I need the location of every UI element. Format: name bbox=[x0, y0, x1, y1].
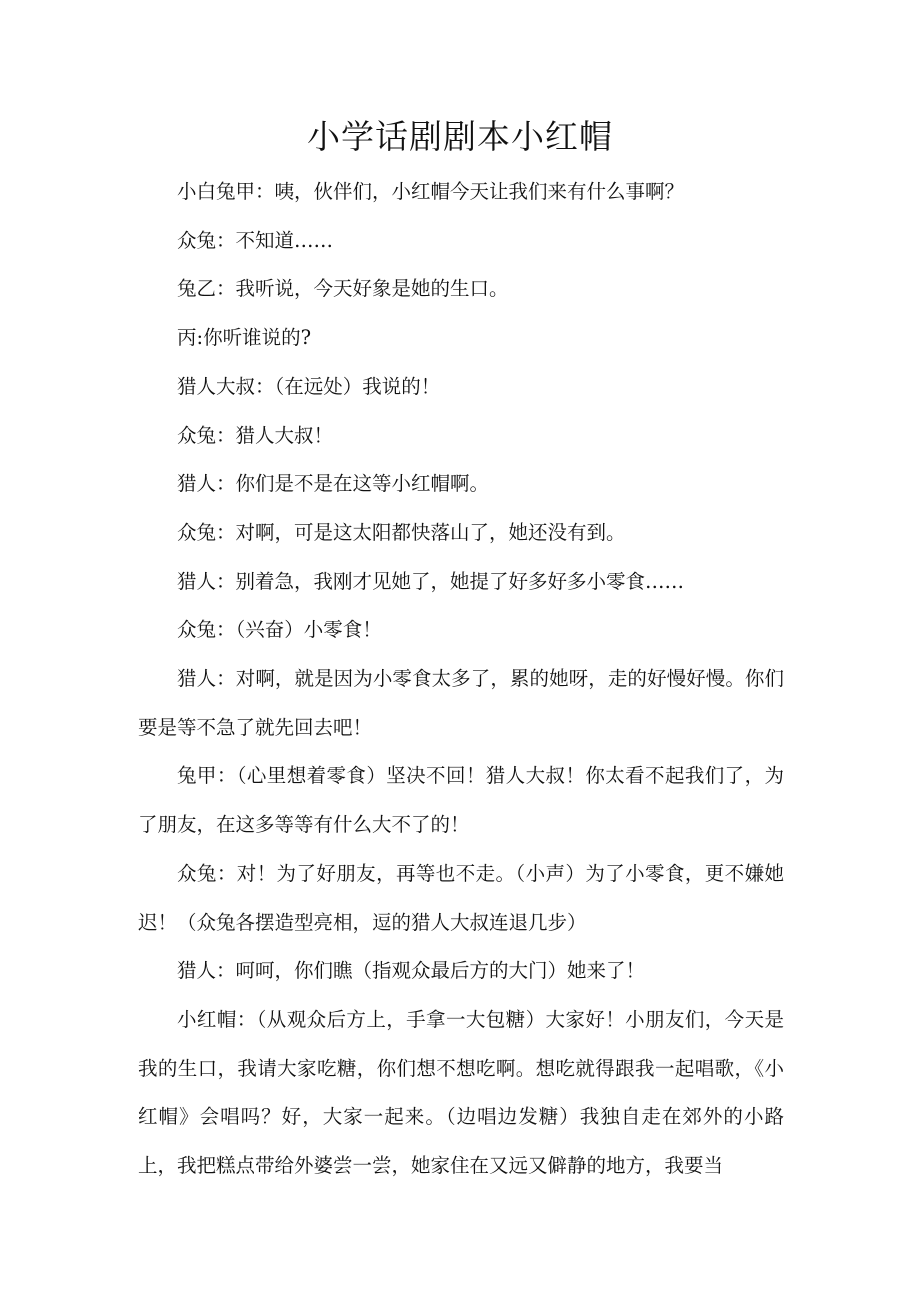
script-line: 猎人：你们是不是在这等小红帽啊。 bbox=[177, 472, 490, 496]
script-line: 猎人大叔：（在远处）我说的！ bbox=[177, 374, 441, 398]
script-line: 丙:你听谁说的? bbox=[177, 326, 312, 350]
script-line: 小红帽：（从观众后方上，手拿一大包糖）大家好！小朋友们，今天是我的生口，我请大家吃糖，你们想不想吃啊。想吃就得跟我一起唱歌，《小红帽》会唱吗？好，大家一起来。（边唱边发糖）我独自走在郊外的小路上，我把糕点带给外婆尝一尝，她家住在又远又僻静的地方，我要当 bbox=[138, 1007, 784, 1178]
script-line: 众兔：（兴奋）小零食！ bbox=[177, 618, 382, 642]
script-line: 众兔：猎人大叔！ bbox=[177, 423, 334, 447]
script-line: 兔乙：我听说，今天好象是她的生口。 bbox=[177, 277, 509, 301]
script-line: 小白兔甲：咦，伙伴们，小红帽今天让我们来有什么事啊？ bbox=[177, 180, 685, 203]
script-line: 猎人：对啊，就是因为小零食太多了，累的她呀，走的好慢好慢。你们要是等不急了就先回去吧！ bbox=[138, 667, 784, 739]
page-title: 小学话剧剧本小红帽 bbox=[307, 117, 613, 156]
script-line: 众兔：对啊，可是这太阳都快落山了，她还没有到。 bbox=[177, 520, 626, 544]
script-line: 猎人：别着急，我刚才见她了，她提了好多好多小零食…… bbox=[177, 569, 685, 593]
script-line: 众兔：对！为了好朋友，再等也不走。（小声）为了小零食，更不嫌她迟！（众兔各摆造型亮相，逗的猎人大叔连退几步） bbox=[138, 861, 784, 934]
script-body bbox=[138, 168, 784, 1191]
script-line: 猎人：呵呵，你们瞧（指观众最后方的大门）她来了！ bbox=[177, 959, 646, 983]
script-line: 兔甲：（心里想着零食）坚决不回！猎人大叔！你太看不起我们了，为了朋友，在这多等等有什么大不了的！ bbox=[138, 764, 784, 837]
script-line: 众兔：不知道…… bbox=[177, 228, 334, 252]
